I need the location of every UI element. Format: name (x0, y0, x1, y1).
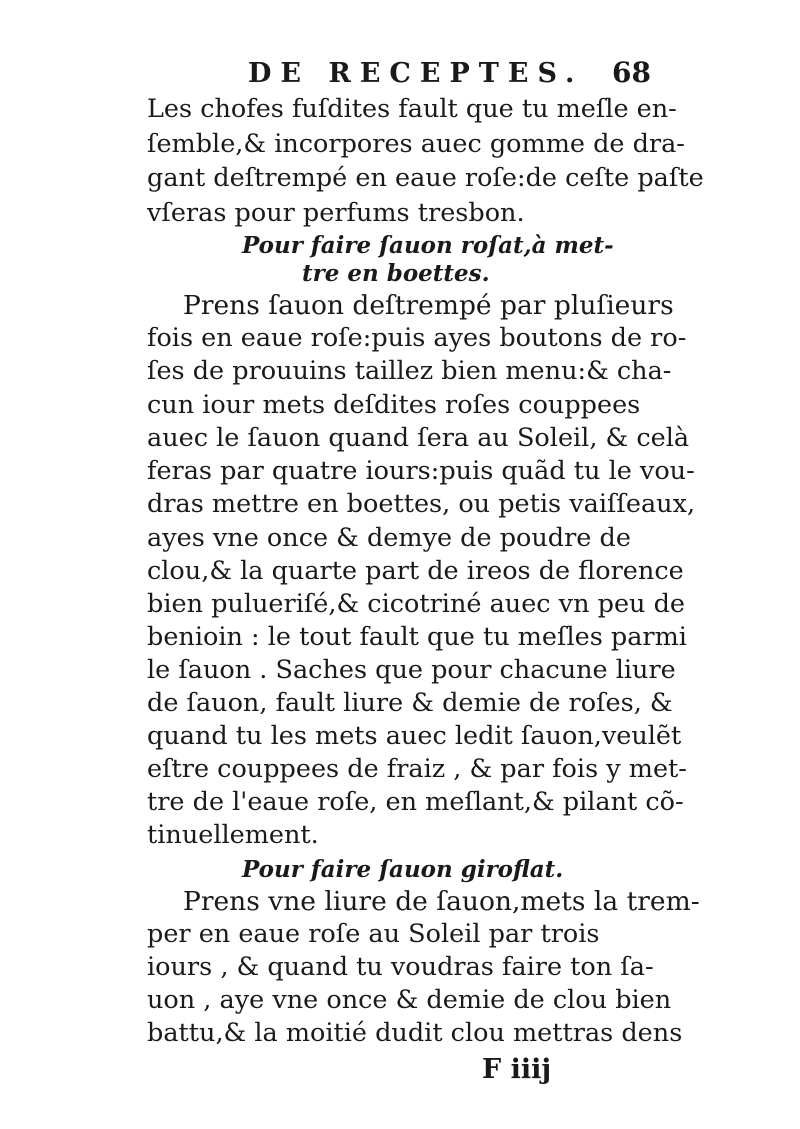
text-line: fois en eaue roſe:puis ayes boutons de ro- (147, 323, 687, 353)
text-line: tinuellement. (147, 820, 319, 850)
text-line: uon , aye vne once & demie de clou bien (147, 985, 672, 1015)
catchword: F iiij (482, 1054, 552, 1085)
text-line: feras par quatre iours:puis quãd tu le vou- (147, 456, 695, 486)
section-heading: tre en boettes. (302, 260, 490, 287)
section-heading: Pour faire ſauon giroflat. (242, 856, 564, 883)
text-line: tre de l'eaue roſe, en meſlant,& pilant cõ- (147, 787, 684, 817)
text-line: auec le ſauon quand ſera au Soleil, & celà (147, 423, 690, 453)
text-line: ayes vne once & demye de poudre de (147, 523, 631, 553)
text-line: per en eaue roſe au Soleil par trois (147, 919, 600, 949)
text-line: Les chofes fuſdites fault que tu meſle en- (147, 94, 677, 124)
section-heading: Pour faire ſauon roſat,à met- (242, 232, 614, 259)
text-line: bien pulueriſé,& cicotriné auec vn peu de (147, 589, 685, 619)
page-number: 68 (612, 56, 651, 89)
text-line: cun iour mets deſdites roſes couppees (147, 390, 641, 420)
text-line: dras mettre en boettes, ou petis vaiſſeaux, (147, 489, 696, 519)
text-line: de ſauon, fault liure & demie de roſes, & (147, 688, 673, 718)
text-line: ſes de prouuins taillez bien menu:& cha- (147, 356, 672, 386)
text-line: Prens vne liure de ſauon,mets la trem- (183, 886, 700, 917)
text-line: vſeras pour perfums tresbon. (147, 198, 525, 228)
text-line: eſtre couppees de fraiz , & par fois y met- (147, 754, 687, 784)
running-head: DE RECEPTES. (248, 58, 584, 89)
text-line: Prens ſauon deſtrempé par pluſieurs (183, 290, 674, 321)
text-line: le ſauon . Saches que pour chacune liure (147, 655, 676, 685)
text-line: quand tu les mets auec ledit ſauon,veulẽt (147, 721, 682, 751)
text-line: clou,& la quarte part de ireos de florence (147, 556, 684, 586)
text-line: ſemble,& incorpores auec gomme de dra- (147, 129, 685, 159)
text-line: benioin : le tout fault que tu meſles parmi (147, 622, 687, 652)
text-line: iours , & quand tu voudras faire ton ſa- (147, 952, 654, 982)
text-line: gant deſtrempé en eaue roſe:de ceſte paſte (147, 163, 704, 193)
text-line: battu,& la moitié dudit clou mettras dens (147, 1018, 683, 1048)
